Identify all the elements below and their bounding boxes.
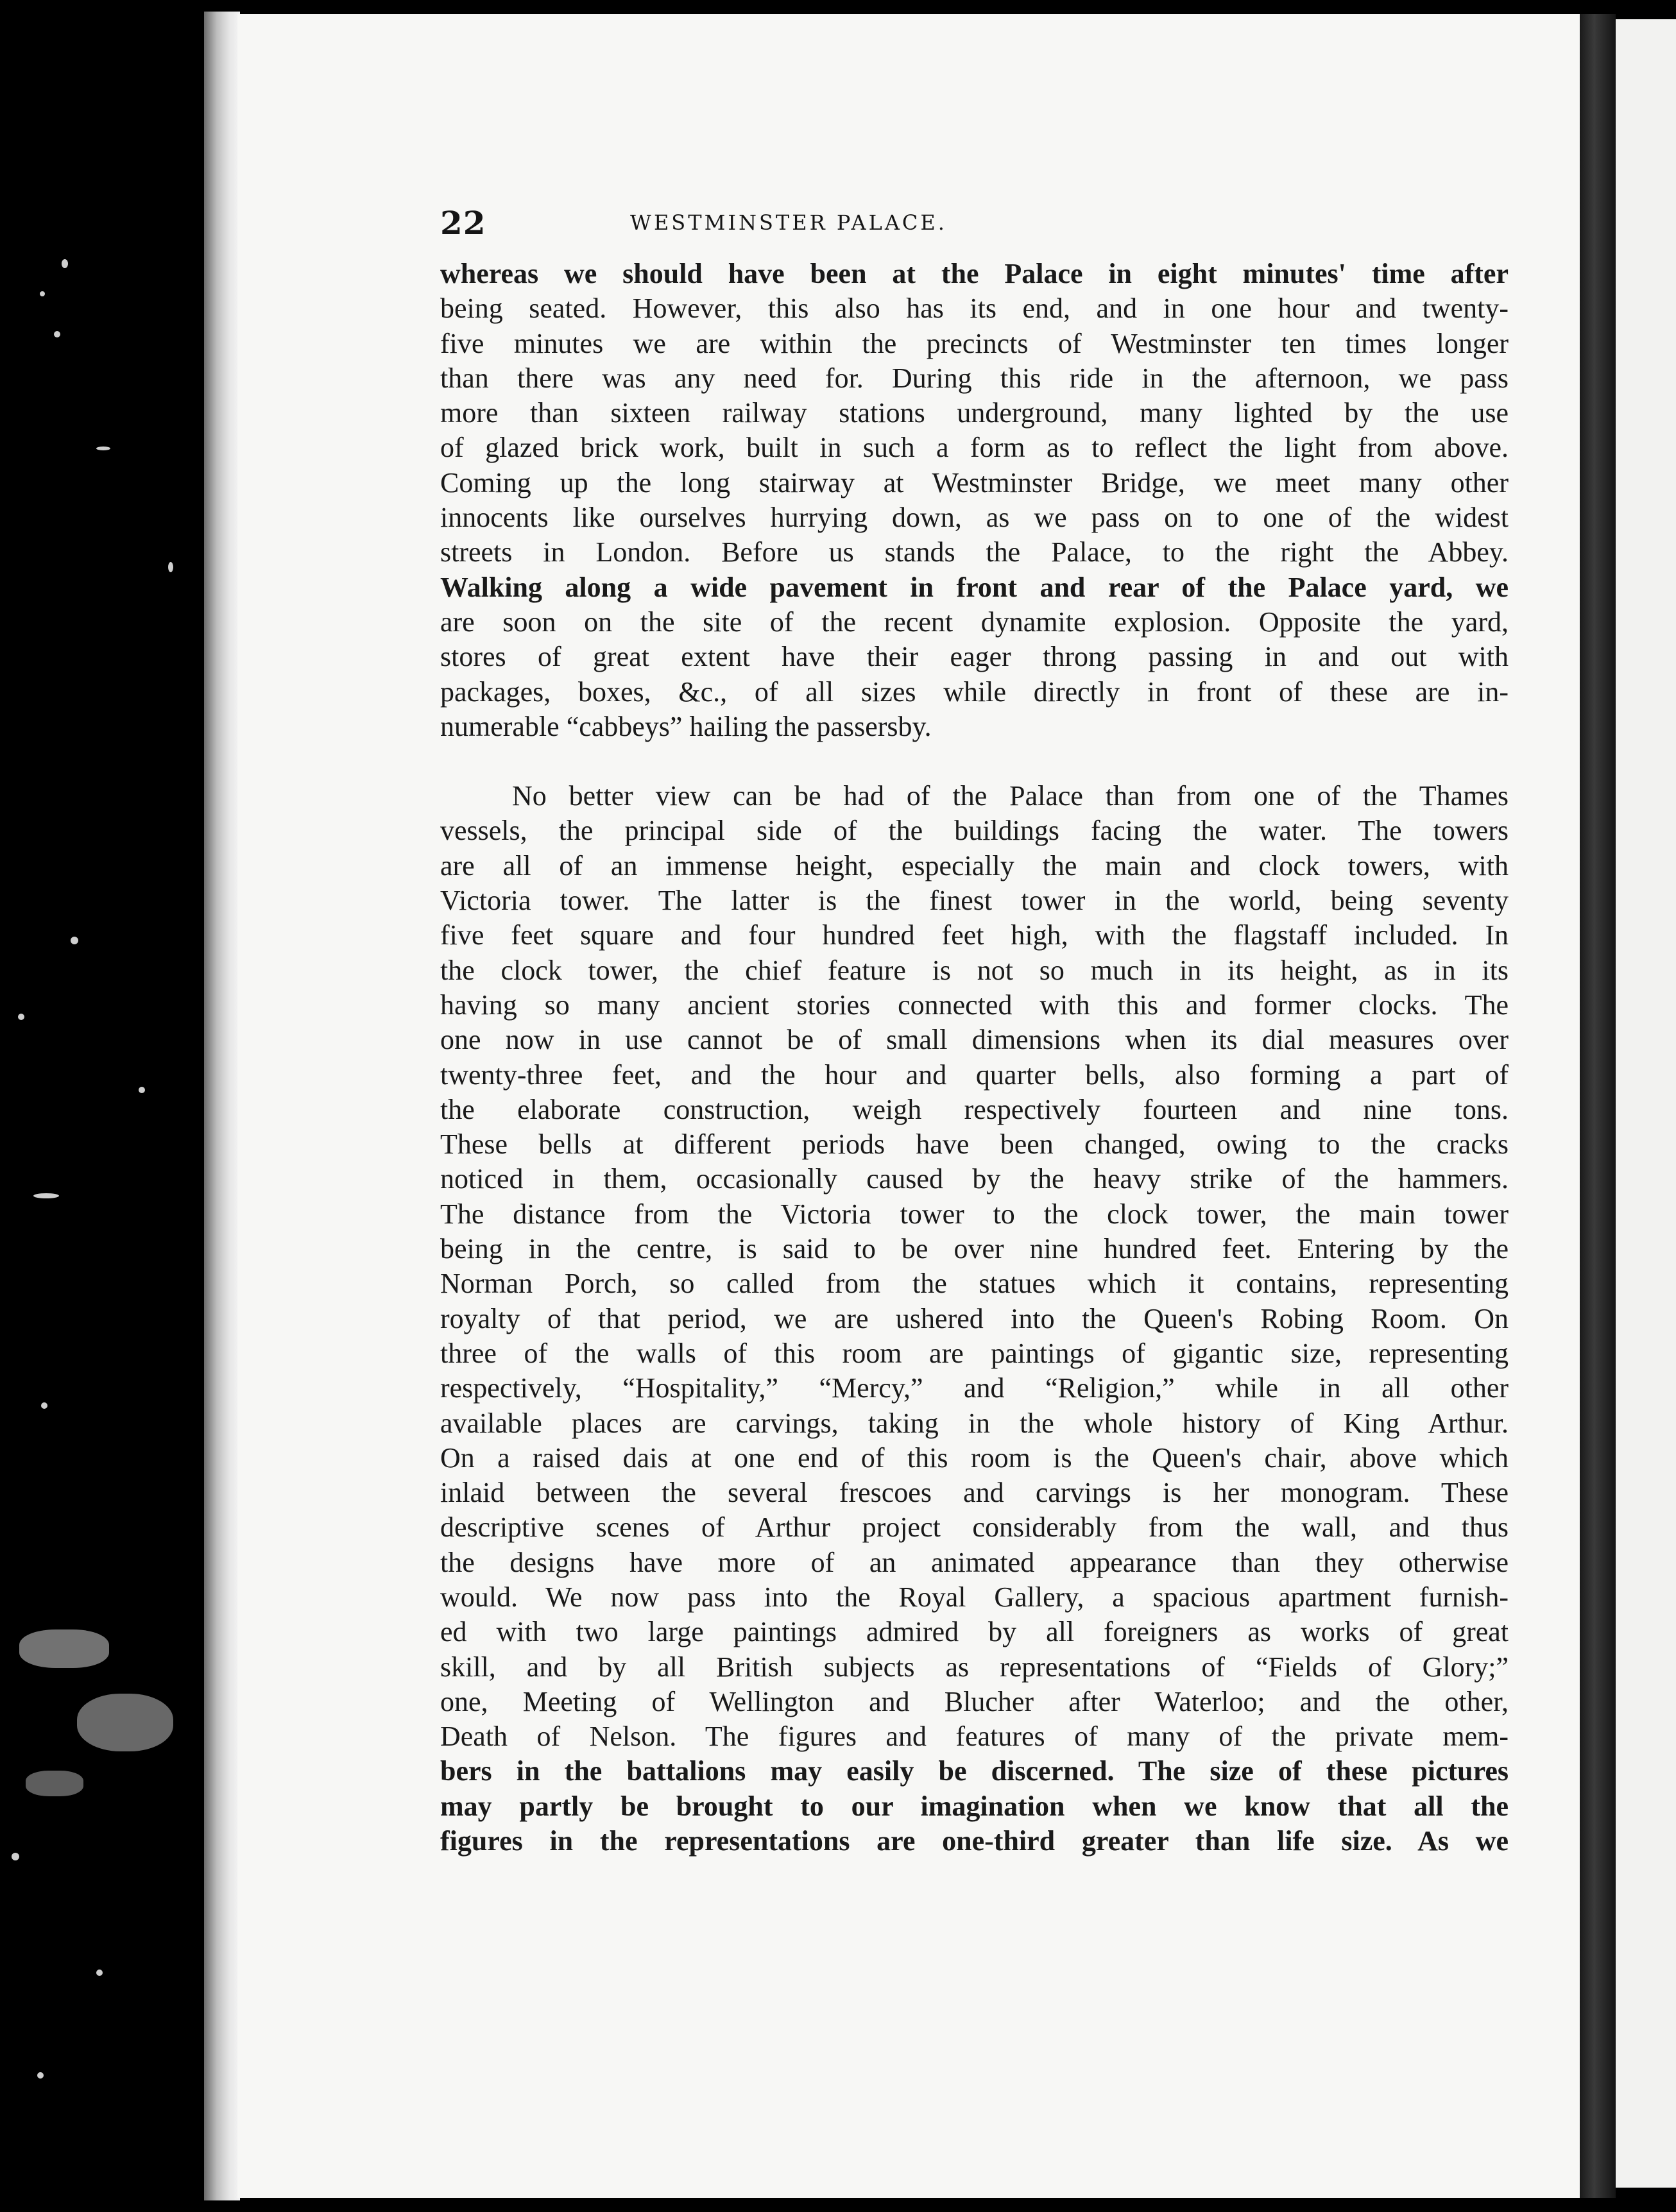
text-line: the designs have more of an animated appearance than they otherwise	[440, 1546, 1509, 1578]
text-line: innocents like ourselves hurrying down, as we pass on to one of the widest	[440, 502, 1509, 534]
dust-speck	[41, 1402, 47, 1409]
text-line: Norman Porch, so called from the statues which it contains, representing	[440, 1268, 1509, 1300]
text-line: three of the walls of this room are paintings of gigantic size, representing	[440, 1337, 1509, 1369]
text-line: noticed in them, occasionally caused by the heavy strike of the hammers.	[440, 1163, 1509, 1195]
text-line: respectively, “Hospitality,” “Mercy,” and “Religion,” while in all other	[440, 1372, 1509, 1404]
text-line: five feet square and four hundred feet high, with the flagstaff included. In	[440, 919, 1509, 951]
text-line: one now in use cannot be of small dimensions when its dial measures over	[440, 1024, 1509, 1056]
text-line: inlaid between the several frescoes and carvings is her monogram. These	[440, 1477, 1509, 1509]
body-text	[440, 257, 1509, 1859]
text-line: the elaborate construction, weigh respectively fourteen and nine tons.	[440, 1093, 1509, 1125]
text-line: are soon on the site of the recent dynamite explosion. Opposite the yard,	[440, 606, 1509, 638]
dust-speck	[62, 259, 68, 268]
text-line: one, Meeting of Wellington and Blucher after Waterloo; and the other,	[440, 1685, 1509, 1717]
dust-speck	[40, 291, 45, 296]
dust-speck	[18, 1014, 24, 1020]
dust-speck	[33, 1193, 59, 1198]
text-line: skill, and by all British subjects as representations of “Fields of Glory;”	[440, 1651, 1509, 1683]
running-head: WESTMINSTER PALACE.	[630, 210, 947, 235]
text-line: the clock tower, the chief feature is not so much in its height, as in its	[440, 954, 1509, 986]
text-line: would. We now pass into the Royal Gallery, a spacious apartment furnish-	[440, 1581, 1509, 1613]
text-line: of glazed brick work, built in such a form as to reflect the light from above.	[440, 432, 1509, 464]
dust-speck	[12, 1853, 19, 1860]
text-line: having so many ancient stories connected with this and former clocks. The	[440, 989, 1509, 1021]
dust-speck	[77, 1694, 173, 1751]
adjacent-page-edge	[1616, 19, 1676, 2188]
page-binding	[204, 12, 240, 2200]
text-line: Coming up the long stairway at Westminster Bridge, we meet many other	[440, 466, 1509, 498]
text-line: Death of Nelson. The figures and features of many of the private mem-	[440, 1721, 1509, 1753]
dust-speck	[19, 1629, 109, 1668]
text-line: five minutes we are within the precincts of Westminster ten times longer	[440, 327, 1509, 359]
text-line: streets in London. Before us stands the Palace, to the right the Abbey.	[440, 536, 1509, 568]
text-line: more than sixteen railway stations underground, many lighted by the use	[440, 397, 1509, 429]
text-line: ed with two large paintings admired by all foreigners as works of great	[440, 1616, 1509, 1648]
dust-speck	[139, 1087, 145, 1093]
dust-speck	[37, 2072, 44, 2079]
text-line: The distance from the Victoria tower to the clock tower, the main tower	[440, 1198, 1509, 1230]
text-line: figures in the representations are one-third greater than life size. As we	[440, 1825, 1509, 1857]
text-line: royalty of that period, we are ushered into the Queen's Robing Room. On	[440, 1302, 1509, 1334]
text-line: than there was any need for. During this ride in the afternoon, we pass	[440, 362, 1509, 394]
paragraph-gap	[440, 744, 1509, 779]
page-header	[440, 204, 1137, 242]
text-line: being in the centre, is said to be over nine hundred feet. Entering by the	[440, 1233, 1509, 1265]
dust-speck	[54, 331, 60, 337]
dust-speck	[96, 447, 110, 450]
dust-speck	[71, 937, 78, 944]
page-edge-shadow	[1580, 14, 1616, 2198]
text-line: packages, boxes, &c., of all sizes while directly in front of these are in-	[440, 676, 1509, 708]
text-line: twenty-three feet, and the hour and quarter bells, also forming a part of	[440, 1059, 1509, 1091]
text-line: vessels, the principal side of the buildings facing the water. The towers	[440, 815, 1509, 847]
text-line: stores of great extent have their eager throng passing in and out with	[440, 641, 1509, 673]
text-line: may partly be brought to our imagination when we know that all the	[440, 1790, 1509, 1822]
text-line: descriptive scenes of Arthur project considerably from the wall, and thus	[440, 1511, 1509, 1544]
text-line: bers in the battalions may easily be discerned. The size of these pictures	[440, 1755, 1509, 1787]
text-line: whereas we should have been at the Palace in eight minutes' time after	[440, 258, 1509, 289]
text-line: These bells at different periods have been changed, owing to the cracks	[440, 1128, 1509, 1161]
text-line: Walking along a wide pavement in front and rear of the Palace yard, we	[440, 571, 1509, 603]
dust-speck	[96, 1970, 103, 1976]
dust-speck	[26, 1771, 83, 1796]
text-line: being seated. However, this also has its end, and in one hour and twenty-	[440, 293, 1509, 325]
dust-speck	[168, 562, 173, 572]
text-line: numerable “cabbeys” hailing the passersby.	[440, 710, 932, 742]
text-line: Victoria tower. The latter is the finest tower in the world, being seventy	[440, 885, 1509, 917]
text-line: available places are carvings, taking in the whole history of King Arthur.	[440, 1407, 1509, 1439]
text-line: No better view can be had of the Palace than from one of the Thames	[512, 780, 1509, 812]
text-line: On a raised dais at one end of this room is the Queen's chair, above which	[440, 1442, 1509, 1474]
text-line: are all of an immense height, especially the main and clock towers, with	[440, 849, 1509, 881]
page-number: 22	[440, 204, 486, 242]
